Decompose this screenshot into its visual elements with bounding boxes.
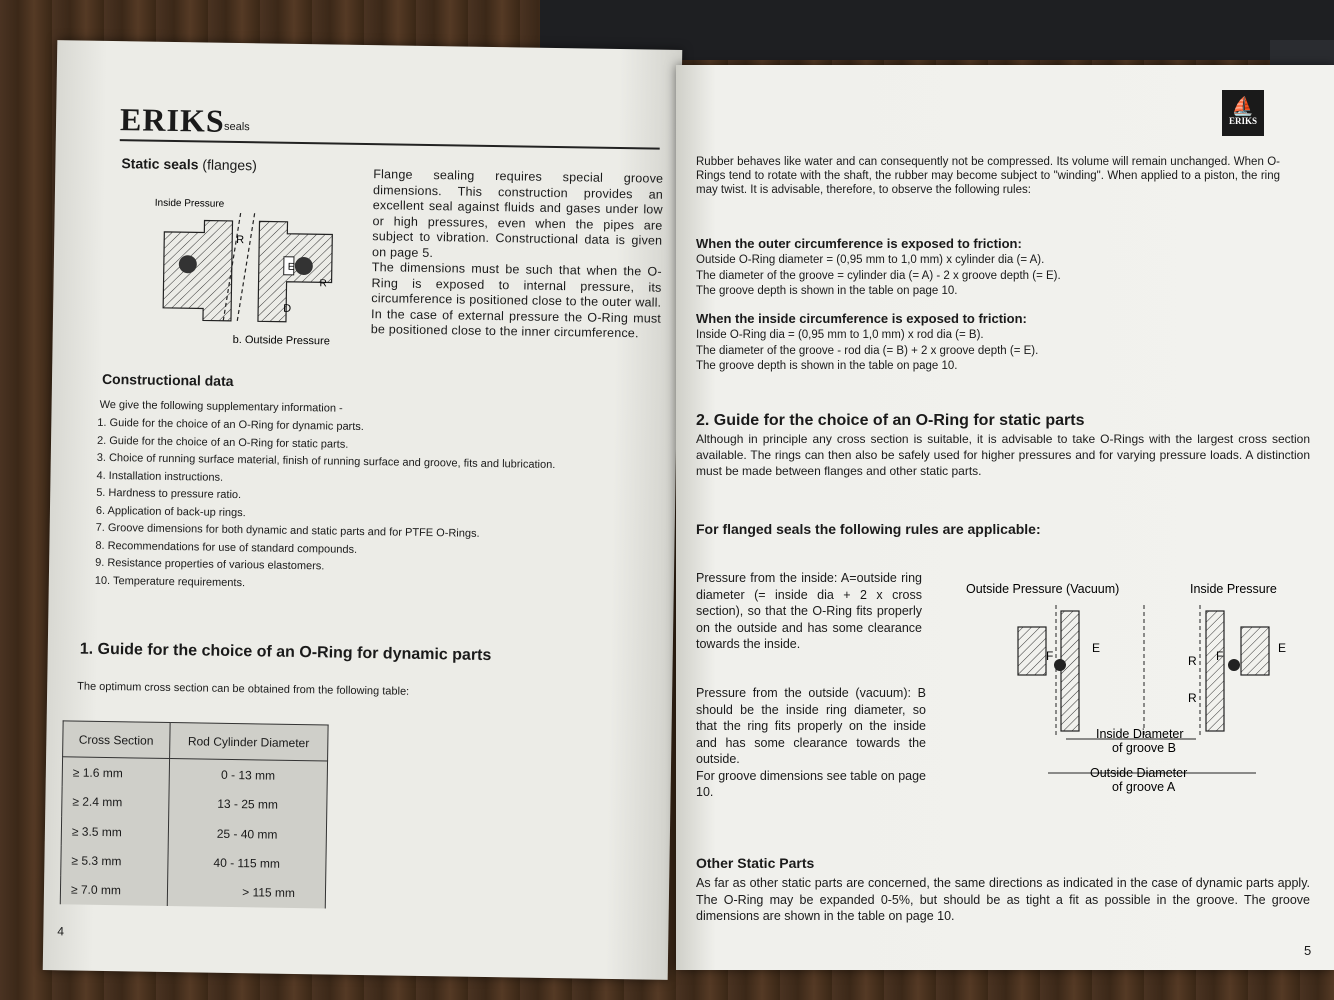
other-static-parts-heading: Other Static Parts [696,855,815,871]
list-item: 3. Choice of running surface material, finish of running surface and groove, fits and lubrication. [96,451,556,472]
svg-text:E: E [287,261,295,273]
svg-text:R: R [319,278,327,290]
list-item: 9. Resistance properties of various elastomers. [95,556,325,573]
table-row: ≥ 2.4 mm 13 - 25 mm [62,787,327,821]
other-static-parts-text: As far as other static parts are concerned, the same directions as indicated in the case of dynamic parts apply. The O-Ring may be expanded 0-5%, but should be as tight a fit as possible in the groove. The groove dimensions are shown in the table on page 10. [696,876,1310,923]
page-number: 4 [57,924,65,939]
list-item: 2. Guide for the choice of an O-Ring for static parts. [96,434,349,451]
flange-pressure-diagram [956,575,1296,805]
svg-text:F: F [1046,649,1054,663]
constructional-data-heading: Constructional data [101,370,234,389]
svg-text:R: R [1188,654,1197,668]
flange-description: Flange sealing requires special groove dimensions. This construction provides an excellent seal against fluids and gases under low or high pressures, even when the pipes are subject to vibration. Constructional data is given on page 5. The dimensions must be such that when the O-Ring is exposed to internal pressure, its circumference is positioned close to the outer wall. In the case of external pressure the O-Ring must be positioned close to the inner circumference. [370,167,664,341]
list-item: 1. Guide for the choice of an O-Ring for dynamic parts. [97,416,364,434]
groove-b-label: of groove B [1112,741,1176,755]
list-item: 8. Recommendations for use of standard compounds. [95,539,358,556]
diagram-outside-pressure-label: b. Outside Pressure [232,333,330,345]
constructional-intro: We give the following supplementary information - [99,398,343,415]
left-page [43,40,683,980]
diagram-inside-pressure-label: Inside Pressure [1190,582,1277,596]
guide1-text: The optimum cross section can be obtained from the following table: [77,680,410,698]
guide2-heading: 2. Guide for the choice of an O-Ring for static parts [696,412,1085,429]
table-row: ≥ 7.0 mm > 115 mm [60,875,325,909]
pressure-outside-text: Pressure from the outside (vacuum): B should be the inside ring diameter, so that the ring fits properly on the inside and has some clearance towards the outside. For groove dimensions see table on page 10. [696,686,927,799]
list-item: 5. Hardness to pressure ratio. [96,486,242,502]
svg-text:R: R [1188,691,1197,705]
guide1-heading: 1. Guide for the choice of an O-Ring for dynamic parts [79,640,492,665]
flanged-seals-heading: For flanged seals the following rules are applicable: [696,521,1041,537]
page-number: 5 [1304,943,1312,958]
diagram-inside-pressure-label: Inside Pressure [154,197,225,210]
eriks-ship-logo: ⛵ ERIKS [1222,90,1264,136]
flange-diagram [143,192,355,345]
diagram-outside-pressure-label: Outside Pressure (Vacuum) [966,582,1120,596]
constructional-list [95,415,658,599]
static-seals-title: Static seals (flanges) [121,155,257,174]
inside-diameter-label: Inside Diameter [1096,727,1184,741]
table-row: ≥ 3.5 mm 25 - 40 mm [61,816,326,850]
inner-friction-rules: Inside O-Ring dia = (0,95 mm to 1,0 mm) x rod dia (= B). The diameter of the groove - rod dia (= B) + 2 x groove depth (= E). The groove depth is shown in the table on page 10. [696,329,1039,372]
inner-friction-heading: When the inside circumference is exposed to friction: [696,311,1027,326]
ship-icon: ⛵ [1231,96,1255,116]
svg-text:R: R [236,233,245,247]
svg-text:F: F [1216,649,1224,663]
svg-text:D: D [283,302,292,315]
table-row: ≥ 5.3 mm 40 - 115 mm [61,846,326,880]
eriks-logo: ERIKS [119,101,225,139]
cross-section-table [60,720,329,908]
table-row: ≥ 1.6 mm 0 - 13 mm [62,757,327,791]
guide2-text: Although in principle any cross section is suitable, it is advisable to take O-Rings with the largest cross section available. The rings can then also be safely used for higher pressures and for varying pressure loads. A distinction must be made between flanges and other static parts. [696,432,1310,478]
list-item: 10. Temperature requirements. [94,574,246,589]
outer-friction-heading: When the outer circumference is exposed to friction: [696,236,1022,251]
list-item: 4. Installation instructions. [96,469,224,484]
svg-text:E: E [1278,641,1287,655]
table-header: Rod Cylinder Diameter [169,722,328,760]
header-rule [120,139,660,149]
right-page [676,65,1334,970]
groove-a-label: of groove A [1112,780,1176,794]
outer-friction-rules: Outside O-Ring diameter = (0,95 mm to 1,0 mm) x cylinder dia (= A). The diameter of the groove = cylinder dia (= A) - 2 x groove depth (= E). The groove depth is shown in the table on page 10. [696,254,1061,297]
svg-text:E: E [1092,641,1101,655]
pressure-inside-text: Pressure from the inside: A=outside ring diameter (= inside dia + 2 x cross section), so that the O-Ring fits properly on the outside and has some clearance towards the inside. [696,571,922,651]
list-item: 6. Application of back-up rings. [95,504,246,519]
logo-subtitle: seals [223,120,250,134]
table-header: Cross Section [63,721,170,759]
list-item: 7. Groove dimensions for both dynamic and static parts and for PTFE O-Rings. [95,521,480,540]
rubber-intro: Rubber behaves like water and can consequently not be compressed. Its volume will remain unchanged. When O-Rings tend to rotate with the shaft, the rubber may become subject to "winding". When applied to a piston, the ring may twist. It is advisable, therefore, to observe the following rules: [696,156,1280,196]
outside-diameter-label: Outside Diameter [1090,766,1188,780]
